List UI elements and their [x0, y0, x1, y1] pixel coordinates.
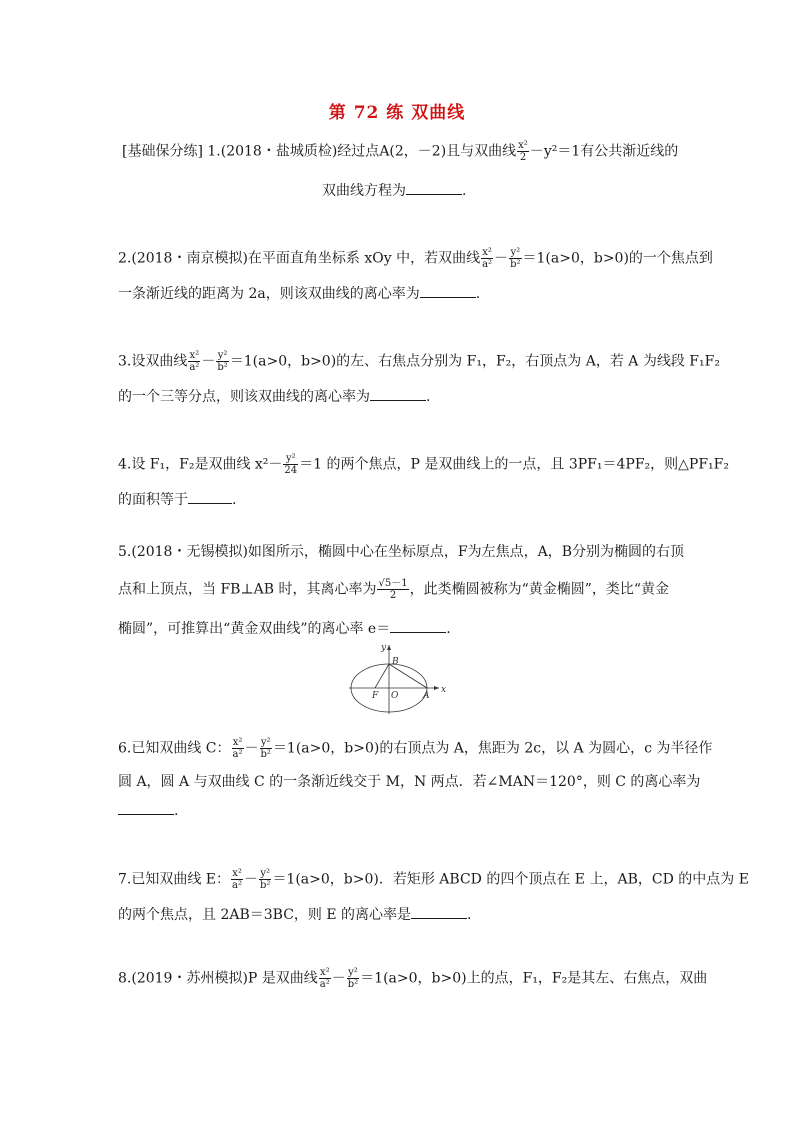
question-1-line-2: 双曲线方程为 . [322, 180, 466, 201]
answer-blank[interactable] [390, 618, 446, 633]
answer-blank[interactable] [370, 386, 426, 401]
fraction: $\frac{\text{x²}}{\text{a²}}$ [232, 868, 243, 891]
fraction: $\frac{\text{y²}}{\text{b²}}$ [260, 868, 271, 891]
x-axis-arrow [434, 686, 439, 690]
answer-blank[interactable] [406, 180, 462, 195]
fraction: $\frac{\text{y²}}{\text{b²}}$ [217, 350, 228, 373]
q1-point: A(2，－2)且与双曲线 [379, 143, 517, 160]
y-axis-arrow [387, 645, 391, 650]
label-f: F [372, 691, 379, 701]
ellipse-figure [345, 640, 449, 716]
segment-ab [389, 664, 427, 688]
fraction: $\frac{\text{x²}}{2}$ [518, 140, 528, 163]
question-3-line-2: 的一个三等分点，则该双曲线的离心率为 . [118, 386, 430, 407]
fraction: $\frac{\text{x²}}{\text{a²}}$ [482, 247, 493, 270]
label-y: y [381, 643, 387, 653]
question-7-line-2: 的两个焦点，且 2AB＝3BC，则 E 的离心率是 . [118, 904, 472, 925]
question-5-line-1: 5.(2018・无锡模拟)如图所示，椭圆中心在坐标原点，F为左焦点，A，B分别为椭圆的右顶 [118, 544, 685, 560]
label-b: B [392, 657, 399, 667]
question-6-line-1: 6.已知双曲线 C： $\frac{\text{x²}}{\text{a²}}$ － $\frac{\text{y²}}{\text{b²}}$ ＝1(a>0，b>0)的右顶点为 A，焦距为 2c，以 A 为圆心，c 为半径作 [118, 737, 713, 760]
answer-blank[interactable] [118, 800, 174, 815]
fraction: $\frac{\text{y²}}{\text{b²}}$ [510, 247, 521, 270]
fraction: $\frac{\text{x²}}{\text{a²}}$ [232, 737, 243, 760]
question-8-line-1: 8.(2019・苏州模拟)P 是双曲线 $\frac{\text{x²}}{\text{a²}}$ － $\frac{\text{y²}}{\text{b²}}$ ＝1(a>0，b>0)上的点，F₁，F₂是其左、右焦点，双曲 [118, 967, 708, 990]
fraction: $\frac{\text{y²}}{\text{b²}}$ [260, 737, 271, 760]
question-2-line-2: 一条渐近线的距离为 2a，则该双曲线的离心率为 . [118, 283, 480, 304]
section-label: [基础保分练] [122, 143, 203, 160]
question-1-line-1 [122, 140, 678, 163]
label-a: A [423, 691, 430, 701]
fraction: $\frac{\text{x²}}{\text{a²}}$ [319, 967, 330, 990]
answer-blank[interactable] [188, 489, 232, 504]
segment-fb [375, 664, 389, 688]
answer-blank[interactable] [411, 904, 467, 919]
q1-tail: －y²＝1有公共渐近线的 [529, 143, 679, 160]
question-6-line-3: . [118, 800, 178, 821]
question-5-line-3: 椭圆”，可推算出“黄金双曲线”的离心率 e＝ . [118, 618, 451, 639]
label-x: x [441, 685, 447, 695]
question-4-line-2: 的面积等于 . [118, 489, 236, 510]
question-3-line-1: 3.设双曲线 $\frac{\text{x²}}{\text{a²}}$ － $\frac{\text{y²}}{\text{b²}}$ ＝1(a>0，b>0)的左、右焦点分别为 F₁，F₂，右顶点为 A，若 A 为线段 F₁F₂ [118, 350, 720, 373]
question-7-line-1: 7.已知双曲线 E： $\frac{\text{x²}}{\text{a²}}$ － $\frac{\text{y²}}{\text{b²}}$ ＝1(a>0，b>0)．若矩形 ABCD 的四个顶点在 E 上，AB，CD 的中点为 E [118, 868, 749, 891]
label-o: O [391, 691, 399, 701]
fraction: $\frac{\text{y²}}{\text{b²}}$ [347, 967, 359, 990]
fraction: $\frac{\text{y²}}{24}$ [284, 453, 298, 476]
question-4-line-1: 4.设 F₁，F₂是双曲线 x²－ $\frac{\text{y²}}{24}$ ＝1 的两个焦点，P 是双曲线上的一点，且 3PF₁＝4PF₂，则△PF₁F₂ [118, 453, 729, 476]
page-title: 第 72 练 双曲线 [328, 103, 466, 123]
fraction: $\frac{√5-1}{2}$ [378, 578, 408, 601]
fraction: $\frac{\text{x²}}{\text{a²}}$ [189, 350, 200, 373]
question-6-line-2: 圆 A，圆 A 与双曲线 C 的一条渐近线交于 M，N 两点．若∠MAN＝120°，则 C 的离心率为 [118, 774, 701, 790]
question-2-line-1: 2.(2018・南京模拟)在平面直角坐标系 xOy 中，若双曲线 $\frac{\text{x²}}{\text{a²}}$ － $\frac{\text{y²}}{\text{b²}}$ ＝1(a>0，b>0)的一个焦点到 [118, 247, 713, 270]
q1-prefix: 1.(2018・盐城质检)经过点 [207, 143, 380, 160]
answer-blank[interactable] [420, 283, 476, 298]
question-5-line-2: 点和上顶点，当 FB⊥AB 时，其离心率为 $\frac{√5-1}{2}$ ，此类椭圆被称为“黄金椭圆”，类比“黄金 [118, 578, 670, 601]
